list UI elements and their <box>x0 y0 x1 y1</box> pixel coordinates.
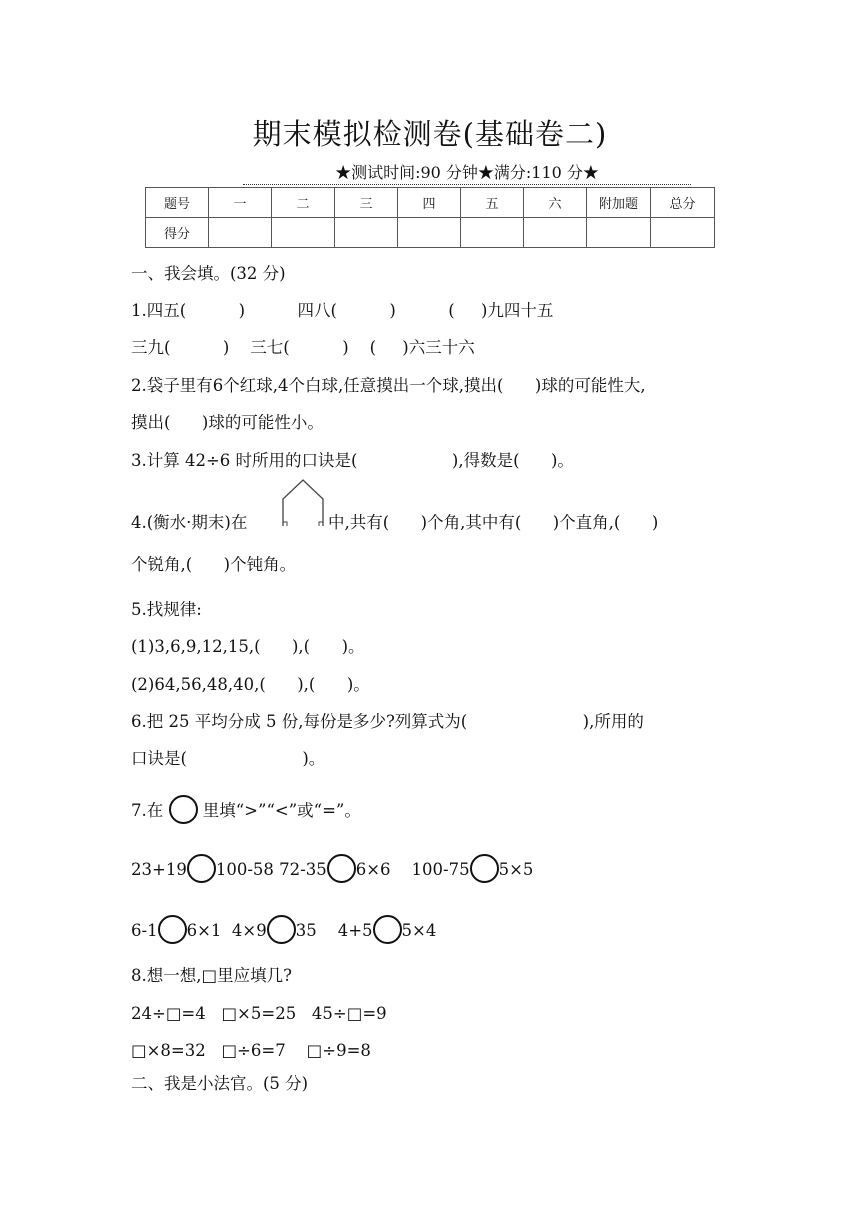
question-8-row-1: 24÷□=4 □×5=25 45÷□=9 <box>131 1004 387 1023</box>
compare-circle[interactable] <box>373 915 402 944</box>
score-cell[interactable] <box>398 218 461 248</box>
score-table-header: 三 <box>335 188 398 218</box>
compare-row-1 <box>131 853 533 887</box>
score-table-header: 六 <box>524 188 587 218</box>
score-table-header: 五 <box>461 188 524 218</box>
question-2-line-2: 摸出( )球的可能性小。 <box>131 413 324 432</box>
exam-info: ★测试时间:90 分钟★满分:110 分★ <box>243 160 691 185</box>
section-2-heading: 二、我是小法官。(5 分) <box>131 1074 309 1093</box>
question-8-heading: 8.想一想,□里应填几? <box>131 966 292 985</box>
question-4-line-1: 中,共有( )个角,其中有( )个直角,( ) <box>328 513 659 532</box>
score-table-header: 附加题 <box>587 188 651 218</box>
compare-expression: 100-58 72-35 <box>215 860 327 879</box>
score-table-header: 二 <box>272 188 335 218</box>
question-8-row-2: □×8=32 □÷6=7 □÷9=8 <box>131 1041 371 1060</box>
score-cell[interactable] <box>524 218 587 248</box>
circle-icon <box>169 795 198 824</box>
question-6-line-1: 6.把 25 平均分成 5 份,每份是多少?列算式为( ),所用的 <box>131 712 644 731</box>
question-1-line-1: 1.四五( ) 四八( ) ( )九四十五 <box>131 301 554 320</box>
section-1-heading: 一、我会填。(32 分) <box>131 264 286 283</box>
score-table-score-row <box>146 218 715 248</box>
question-5-heading: 5.找规律: <box>131 600 202 619</box>
compare-circle[interactable] <box>327 854 356 883</box>
compare-expression: 35 4+5 <box>295 921 373 940</box>
question-7 <box>131 795 361 827</box>
score-cell[interactable] <box>461 218 524 248</box>
score-table-row-label: 得分 <box>146 218 209 248</box>
question-7-suffix: 里填“>”“<”或“=”。 <box>202 801 361 820</box>
score-cell[interactable] <box>335 218 398 248</box>
compare-row-2 <box>131 914 436 948</box>
score-cell[interactable] <box>209 218 272 248</box>
compare-expression: 23+19 <box>131 860 187 879</box>
score-cell[interactable] <box>651 218 715 248</box>
compare-circle[interactable] <box>470 854 499 883</box>
score-table-header: 总分 <box>651 188 715 218</box>
question-7-prefix: 7.在 <box>131 801 164 820</box>
question-5-part-1: (1)3,6,9,12,15,( ),( )。 <box>131 637 365 656</box>
pentagon-house-figure <box>282 479 326 529</box>
question-4-line-2: 个锐角,( )个钝角。 <box>131 555 297 574</box>
score-cell[interactable] <box>587 218 651 248</box>
question-6-line-2: 口诀是( )。 <box>131 749 326 768</box>
compare-expression: 6-1 <box>131 921 158 940</box>
compare-circle[interactable] <box>267 915 296 944</box>
score-table <box>145 187 715 248</box>
score-cell[interactable] <box>272 218 335 248</box>
question-5-part-2: (2)64,56,48,40,( ),( )。 <box>131 675 370 694</box>
compare-expression: 5×5 <box>498 860 534 879</box>
compare-circle[interactable] <box>187 854 216 883</box>
compare-expression: 6×1 4×9 <box>186 921 267 940</box>
compare-circle[interactable] <box>158 915 187 944</box>
page-title: 期末模拟检测卷(基础卷二) <box>252 117 608 151</box>
question-1-line-2: 三九( ) 三七( ) ( )六三十六 <box>131 338 475 357</box>
compare-expression: 6×6 100-75 <box>355 860 470 879</box>
question-3: 3.计算 42÷6 时所用的口诀是( ),得数是( )。 <box>131 451 574 470</box>
compare-expression: 5×4 <box>401 921 437 940</box>
score-table-header: 四 <box>398 188 461 218</box>
question-4-prefix: 4.(衡水·期末)在 <box>131 513 248 532</box>
score-table-header: 一 <box>209 188 272 218</box>
score-table-header-row <box>146 188 715 218</box>
score-table-header: 题号 <box>146 188 209 218</box>
question-2-line-1: 2.袋子里有6个红球,4个白球,任意摸出一个球,摸出( )球的可能性大, <box>131 376 646 395</box>
